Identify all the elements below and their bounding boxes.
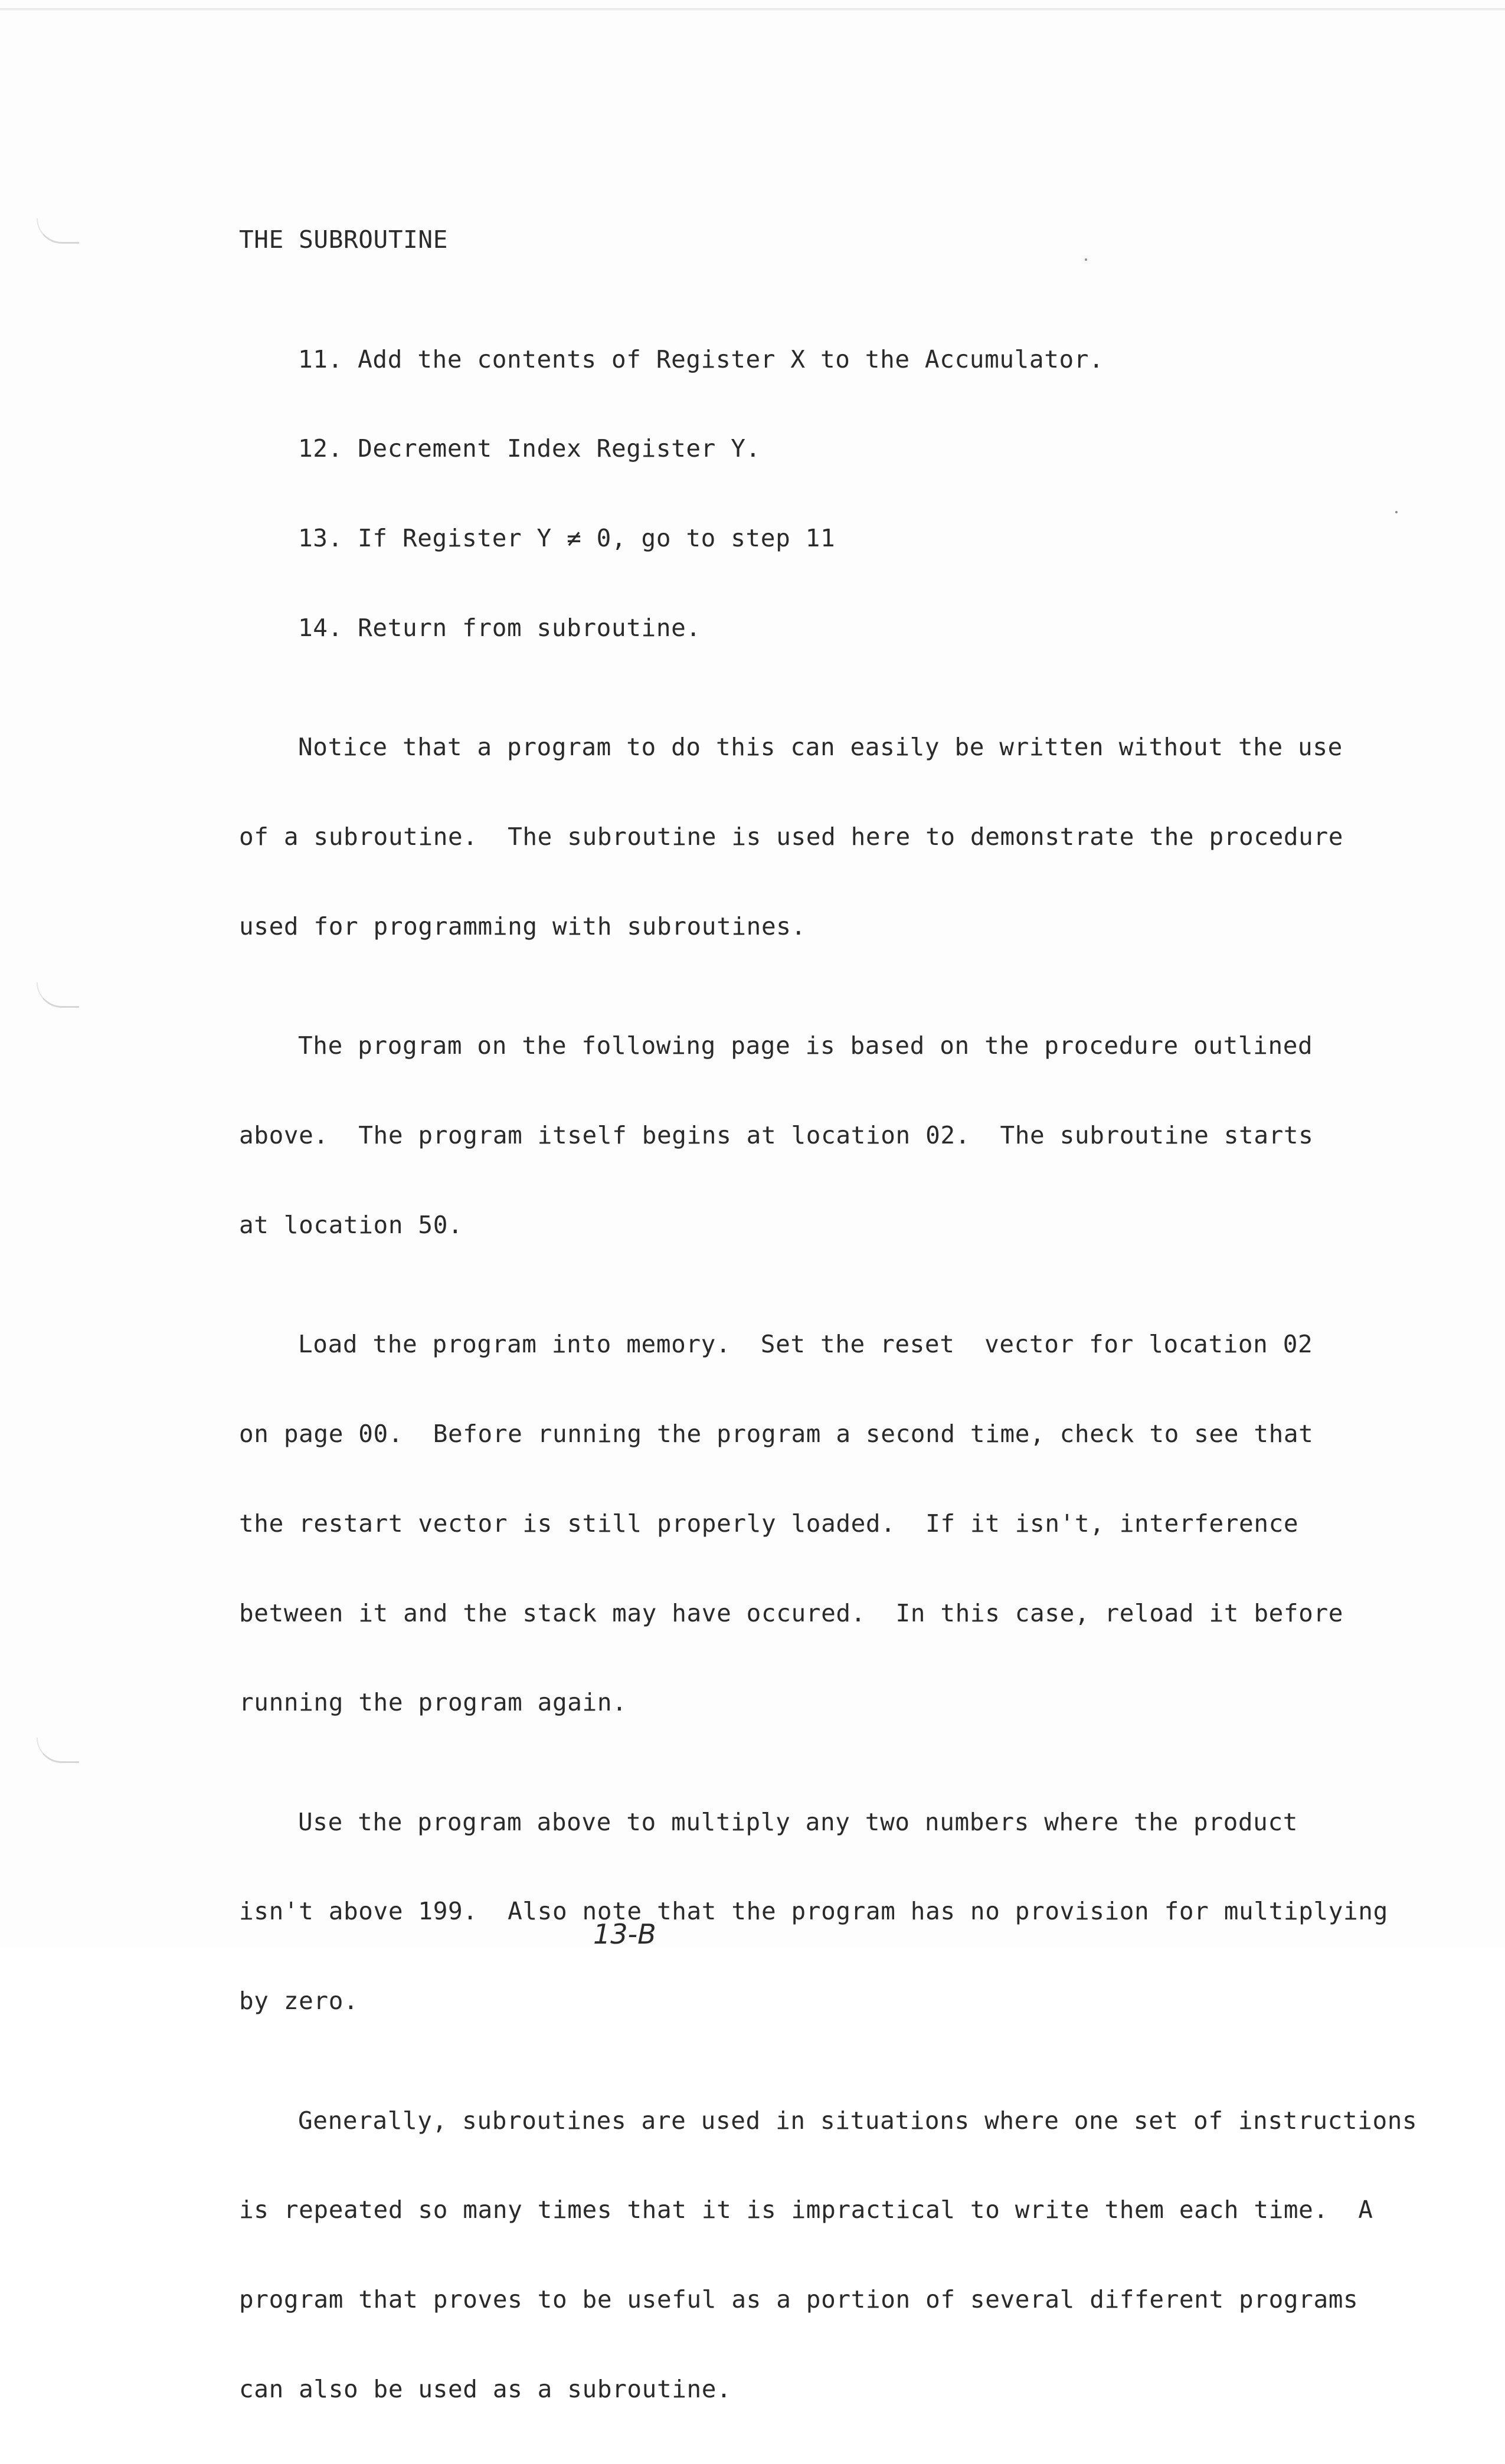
binder-hole-mark <box>37 982 79 1008</box>
paragraph-line: The program on the following page is based on the procedure outlined <box>298 1031 1313 1060</box>
paragraph-line: can also be used as a subroutine. <box>239 2374 732 2403</box>
step-item: 12. Decrement Index Register Y. <box>298 434 761 463</box>
paragraph-line: on page 00. Before running the program a second time, check to see that <box>239 1419 1314 1448</box>
paragraph-line: Use the program above to multiply any two numbers where the product <box>298 1807 1298 1836</box>
paragraph-line: Load the program into memory. Set the reset vector for location 02 <box>298 1330 1313 1359</box>
paragraph-line: at location 50. <box>239 1210 463 1239</box>
body-text <box>239 165 1419 2464</box>
section-heading: THE SUBROUTINE <box>239 225 448 254</box>
paragraph-line: by zero. <box>239 1987 359 2016</box>
step-item: 11. Add the contents of Register X to the Accumulator. <box>298 345 1104 373</box>
paragraph-line: between it and the stack may have occured. In this case, reload it before <box>239 1598 1344 1627</box>
paragraph-line: used for programming with subroutines. <box>239 912 806 941</box>
paragraph-line: running the program again. <box>239 1688 627 1717</box>
paragraph-line: above. The program itself begins at location 02. The subroutine starts <box>239 1121 1314 1149</box>
paragraph-line: program that proves to be useful as a portion of several different programs <box>239 2285 1359 2314</box>
page-number: 13-B <box>593 1918 656 1950</box>
paragraph-line: isn't above 199. Also note that the program has no provision for multiplying <box>239 1897 1388 1926</box>
paragraph-line: Generally, subroutines are used in situations where one set of instructions <box>298 2106 1418 2135</box>
step-item: 14. Return from subroutine. <box>298 613 701 642</box>
paragraph-line: of a subroutine. The subroutine is used here to demonstrate the procedure <box>239 823 1344 851</box>
binder-hole-mark <box>37 1738 79 1763</box>
paragraph-line: Notice that a program to do this can easily be written without the use <box>298 733 1343 762</box>
paragraph-line: is repeated so many times that it is impractical to write them each time. A <box>239 2196 1373 2224</box>
page-top-edge <box>0 8 1505 11</box>
binder-hole-mark <box>37 218 79 244</box>
paragraph-line: the restart vector is still properly loaded. If it isn't, interference <box>239 1509 1299 1538</box>
step-item: 13. If Register Y ≠ 0, go to step 11 <box>298 524 836 553</box>
